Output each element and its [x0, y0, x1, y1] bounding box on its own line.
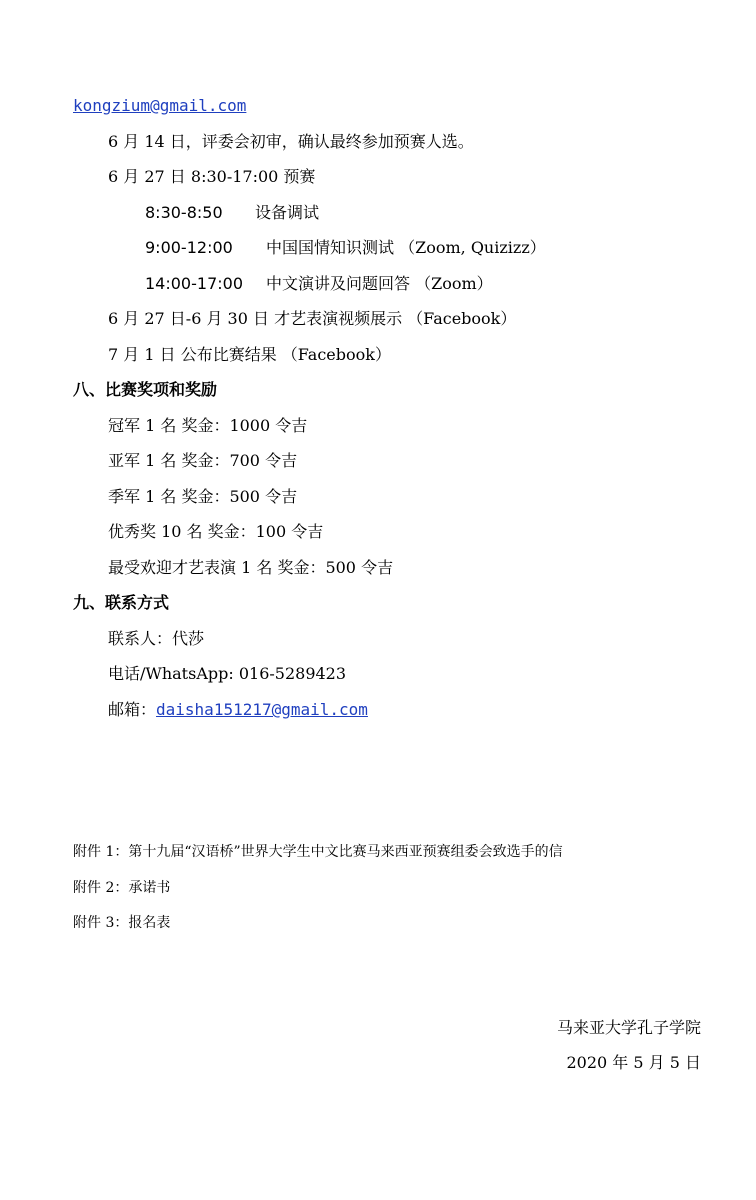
contact-person: 联系人：代莎 [108, 629, 205, 648]
schedule-sub-3-text: 中文演讲及问题回答 （Zoom） [266, 274, 493, 293]
schedule-item-2: 6 月 27 日 8:30-17:00 预赛 [108, 167, 316, 186]
schedule-sub-1-text: 设备调试 [255, 203, 320, 222]
top-email-link[interactable]: kongzium@gmail.com [73, 96, 247, 115]
award-item: 最受欢迎才艺表演 1 名 奖金：500 令吉 [108, 558, 394, 577]
contact-email-row [108, 700, 368, 720]
award-item: 亚军 1 名 奖金：700 令吉 [108, 451, 298, 470]
awards-heading: 八、比赛奖项和奖励 [73, 380, 218, 399]
schedule-sub-1-time: 8:30-8:50 [145, 203, 223, 222]
award-item: 季军 1 名 奖金：500 令吉 [108, 487, 298, 506]
schedule-item-4: 7 月 1 日 公布比赛结果 （Facebook） [108, 345, 391, 364]
signature-date: 2020 年 5 月 5 日 [566, 1053, 701, 1072]
contact-email-link[interactable]: daisha151217@gmail.com [156, 700, 368, 719]
contact-phone: 电话/WhatsApp: 016-5289423 [108, 664, 347, 683]
schedule-item-3: 6 月 27 日-6 月 30 日 才艺表演视频展示 （Facebook） [108, 309, 517, 328]
schedule-item-1: 6 月 14 日，评委会初审，确认最终参加预赛人选。 [108, 132, 474, 151]
schedule-sub-3-time: 14:00-17:00 [145, 274, 243, 293]
schedule-sub-2-text: 中国国情知识测试 （Zoom, Quizizz） [266, 238, 546, 257]
attachment-2: 附件 2：承诺书 [73, 880, 171, 896]
contact-heading: 九、联系方式 [73, 593, 170, 612]
schedule-sub-2-time: 9:00-12:00 [145, 238, 233, 257]
signature-org: 马来亚大学孔子学院 [556, 1018, 701, 1037]
award-item: 冠军 1 名 奖金：1000 令吉 [108, 416, 308, 435]
award-item: 优秀奖 10 名 奖金：100 令吉 [108, 522, 324, 541]
contact-email-label: 邮箱： [108, 700, 157, 719]
attachment-3: 附件 3：报名表 [73, 915, 171, 931]
attachment-1: 附件 1：第十九届“汉语桥”世界大学生中文比赛马来西亚预赛组委会致选手的信 [73, 844, 563, 860]
